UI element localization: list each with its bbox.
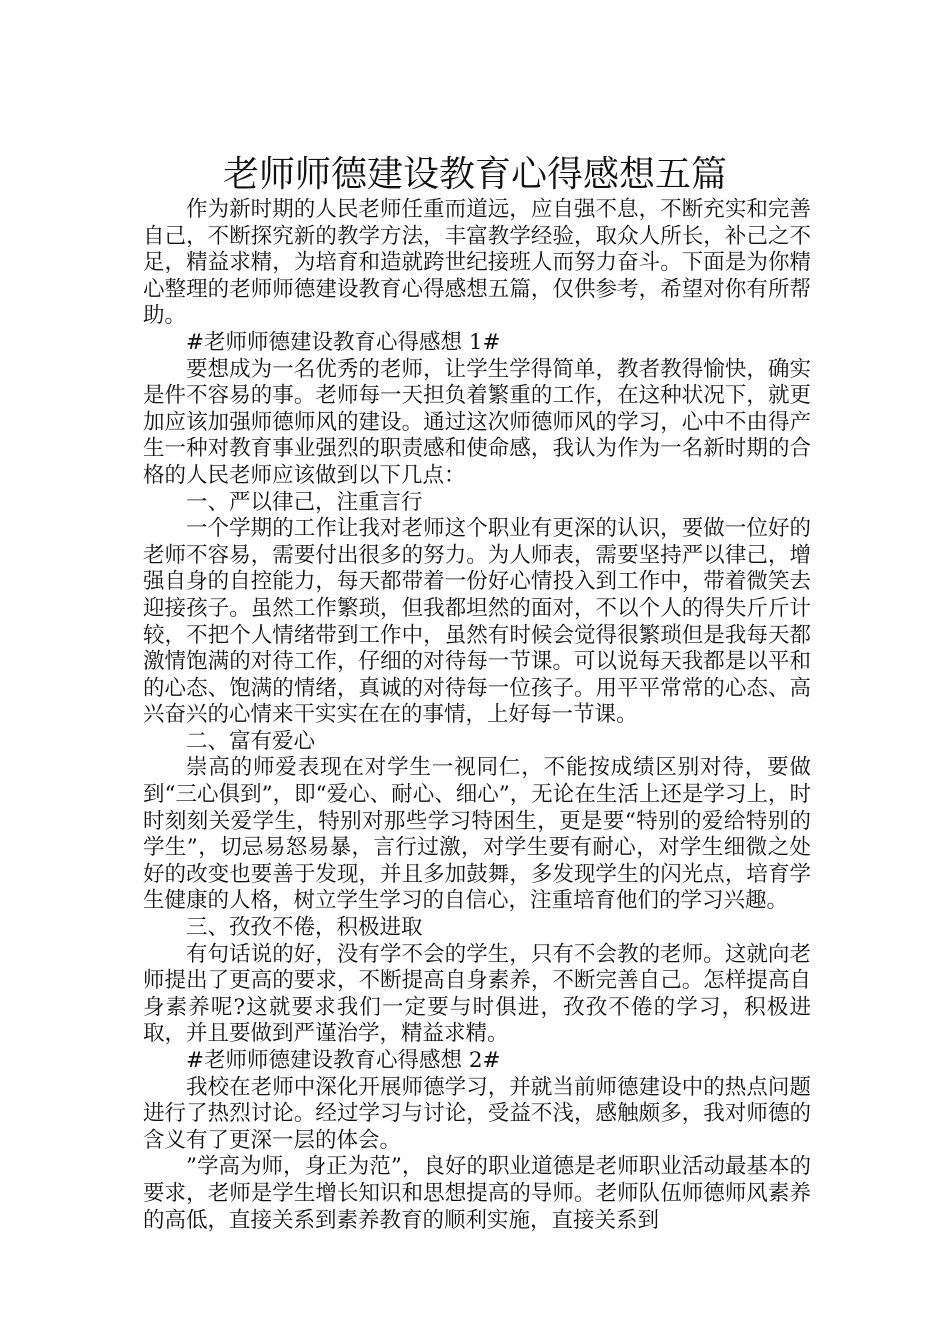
paragraph: 一个学期的工作让我对老师这个职业有更深的认识，要做一位好的老师不容易，需要付出很多的努力。为人师表，需要坚持严以律己，增强自身的自控能力，每天都带着一份好心情投入到工作中，带着微笑去迎接孩子。虽然工作繁琐，但我都坦然的面对，不以个人的得失斤斤计较，不把个人情绪带到工作中，虽然有时候会觉得很繁琐但是我每天都激情饱满的对待工作，仔细的对待每一节课。可以说每天我都是以平和的心态、饱满的情绪，真诚的对待每一位孩子。用平平常常的心态、高兴奋兴的心情来干实实在在的事情，上好每一节课。 xyxy=(143,516,811,728)
paragraph: ”学高为师，身正为范”，良好的职业道德是老师职业活动最基本的要求，老师是学生增长知识和思想提高的导师。老师队伍师德师风素养的高低，直接关系到素养教育的顺利实施，直接关系到 xyxy=(143,1154,811,1233)
subheading: 二、富有爱心 xyxy=(186,728,316,754)
section-heading-1: #老师师德建设教育心得感想 1# xyxy=(186,329,501,355)
document-body xyxy=(143,197,811,1234)
paragraph: 崇高的师爱表现在对学生一视同仁，不能按成绩区别对待，要做到“三心俱到”，即“爱心、耐心、细心”，无论在生活上还是学习上，时时刻刻关爱学生，特别对那些学习特困生，更是要“特别的爱给特别的学生”，切忌易怒易暴，言行过激，对学生要有耐心，对学生细微之处好的改变也要善于发现，并且多加鼓舞，多发现学生的闪光点，培育学生健康的人格，树立学生学习的自信心，注重培育他们的学习兴趣。 xyxy=(143,755,811,914)
document-title: 老师师德建设教育心得感想五篇 xyxy=(222,154,727,196)
section-heading-2: #老师师德建设教育心得感想 2# xyxy=(186,1048,501,1073)
paragraph: 有句话说的好，没有学不会的学生，只有不会教的老师。这就向老师提出了更高的要求，不断提高自身素养，不断完善自己。怎样提高自身素养呢?这就要求我们一定要与时俱进，孜孜不倦的学习，积极进取，并且要做到严谨治学，精益求精。 xyxy=(143,941,811,1047)
subheading: 三、孜孜不倦，积极进取 xyxy=(186,915,423,941)
paragraph: 要想成为一名优秀的老师，让学生学得简单，教者教得愉快，确实是件不容易的事。老师每一天担负着繁重的工作，在这种状况下，就更加应该加强师德师风的建设。通过这次师德师风的学习，心中不由得产生一种对教育事业强烈的职责感和使命感，我认为作为一名新时期的合格的人民老师应该做到以下几点： xyxy=(143,356,811,488)
paragraph: 我校在老师中深化开展师德学习，并就当前师德建设中的热点问题进行了热烈讨论。经过学习与讨论，受益不浅，感触颇多，我对师德的含义有了更深一层的体会。 xyxy=(143,1074,811,1153)
subheading: 一、严以律己，注重言行 xyxy=(186,489,423,515)
intro-paragraph: 作为新时期的人民老师任重而道远，应自强不息，不断充实和完善自己，不断探究新的教学方法，丰富教学经验，取众人所长，补己之不足，精益求精，为培育和造就跨世纪接班人而努力奋斗。下面是为你精心整理的老师师德建设教育心得感想五篇，仅供参考，希望对你有所帮助。 xyxy=(143,197,811,329)
